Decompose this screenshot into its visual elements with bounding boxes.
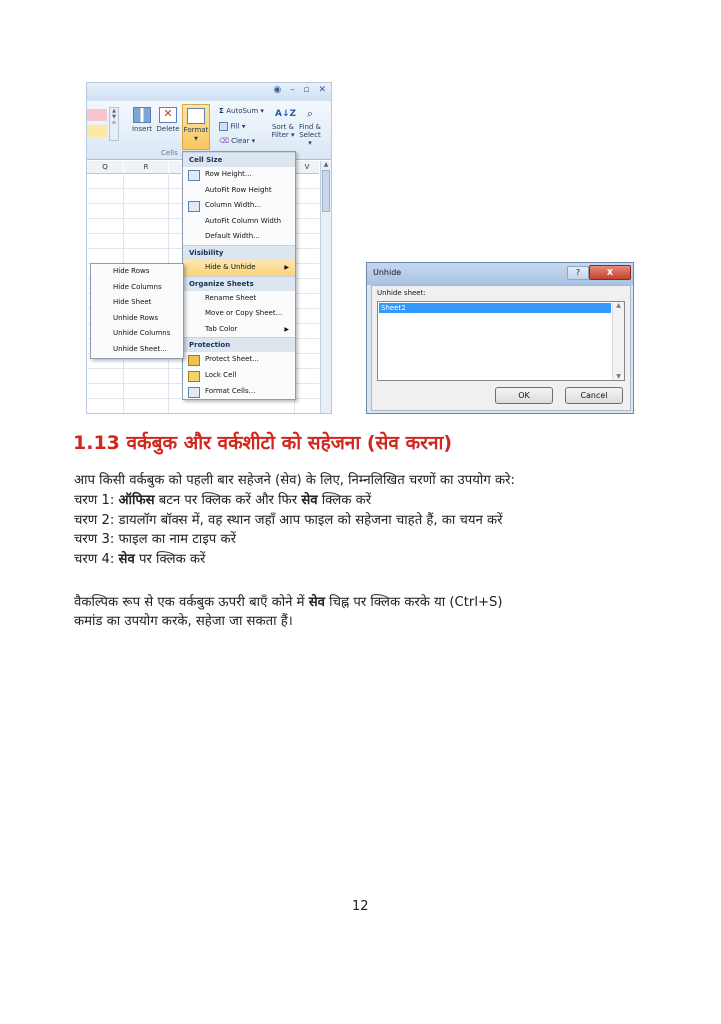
menu-item-unhide-sheet[interactable] [91,342,183,358]
excel-format-menu-screenshot [86,82,332,414]
column-header-s[interactable] [169,161,181,174]
insert-button[interactable] [131,107,153,133]
menu-item-label: Tab Color [205,324,238,333]
menu-item-label: Row Height... [205,170,252,178]
styles-scroll-icon: ▲ ▼ ≡ [109,107,119,141]
menu-item-label: Format Cells... [205,386,256,395]
menu-item-column-width[interactable] [183,198,295,214]
menu-item-protect-sheet[interactable] [183,352,295,368]
column-width-icon [188,201,200,212]
column-header-v[interactable] [295,161,319,174]
menu-item-move-copy-sheet[interactable] [183,306,295,322]
close-button[interactable] [589,265,631,280]
window-controls-icon: ◉ – ▫ ✕ [273,85,329,95]
insert-label: Insert [131,125,153,133]
menu-item-label: Unhide Sheet... [113,344,167,353]
submenu-arrow-icon: ▶ [284,325,289,333]
menu-item-label: Protect Sheet... [205,355,259,364]
delete-label: Delete [156,125,180,133]
alternative-paragraph-line-2: कमांड का उपयोग करके, सहेजा जा सकता हैं। [74,614,293,629]
step-4-suffix: पर क्लिक करें [134,552,206,567]
format-label: Format [183,126,209,134]
menu-item-hide-columns[interactable] [91,280,183,296]
sort-filter-label-2: Filter [271,131,289,139]
style-swatch-red [87,109,107,121]
menu-item-label: Unhide Columns [113,329,171,338]
sheet-list-item-selected[interactable]: Sheet2 [379,303,611,313]
column-label: Q [102,163,108,171]
fill-button[interactable]: Fill ▾ [219,122,245,131]
style-swatch-yellow [87,125,107,137]
scroll-up-icon[interactable]: ▲ [616,302,621,309]
menu-item-default-width[interactable] [183,229,295,245]
step-2: चरण 2: डायलॉग बॉक्स में, वह स्थान जहाँ आप फाइल को सहेजना चाहते हैं, का चयन करें [74,513,503,528]
scroll-thumb[interactable] [322,170,330,212]
menu-item-label: Hide Columns [113,282,162,291]
format-dropdown-icon: ▼ [194,136,198,142]
sort-filter-label-1: Sort & [271,123,295,131]
find-select-label-1: Find & [298,123,322,131]
format-icon [187,108,205,124]
step-1-suffix: क्लिक करें [317,493,372,508]
step-4-prefix: चरण 4: [74,552,119,567]
column-label: V [304,163,310,171]
step-1-middle: बटन पर क्लिक करें और फिर [154,493,302,508]
autosum-label: AutoSum [226,107,259,115]
menu-item-label: AutoFit Row Height [205,185,272,194]
binoculars-icon: ⌕ [306,107,314,120]
fill-label: Fill [230,122,240,131]
menu-section-protection: Protection [183,337,295,352]
column-label: R [143,163,149,171]
menu-item-autofit-row-height[interactable] [183,183,295,199]
menu-item-hide-rows[interactable] [91,264,183,280]
format-cells-icon [188,387,200,398]
step-3: चरण 3: फाइल का नाम टाइप करें [74,532,236,547]
insert-icon [133,107,151,123]
unhide-dialog [366,262,634,414]
find-select-button[interactable] [297,107,323,147]
menu-item-row-height[interactable] [183,167,295,183]
protect-sheet-icon [188,355,200,366]
unhide-sheet-label: Unhide sheet: [377,289,426,297]
row-height-icon [188,170,200,181]
eraser-icon: ⌫ [219,137,229,145]
menu-section-organize-sheets: Organize Sheets [183,276,295,291]
lock-icon [188,371,200,382]
menu-item-hide-sheet[interactable] [91,295,183,311]
section-heading: 1.13 वर्कबुक और वर्कशीटो को सहेजना (सेव करना) [73,432,453,454]
submenu-arrow-icon: ▶ [284,263,289,271]
menu-item-rename-sheet[interactable] [183,291,295,307]
page-number: 12 [352,899,369,914]
help-button[interactable] [567,266,589,280]
format-button[interactable] [182,104,210,150]
menu-item-label: Move or Copy Sheet... [205,309,283,318]
menu-item-label: Rename Sheet [205,293,257,302]
menu-item-label: Unhide Rows [113,313,159,322]
sheet-list[interactable] [377,301,625,381]
alternative-paragraph-line-1 [74,593,503,613]
menu-item-label: Hide Sheet [113,298,152,307]
sort-filter-button[interactable] [270,107,296,139]
menu-item-label: Lock Cell [205,370,237,379]
menu-item-label: Hide & Unhide [205,262,256,271]
scroll-up-icon[interactable]: ▲ [323,161,329,168]
step-4 [74,550,205,570]
step-1 [74,491,371,511]
find-select-label-2: Select [299,131,321,139]
menu-item-label: Column Width... [205,201,262,210]
step-1-prefix: चरण 1: [74,493,119,508]
hide-unhide-submenu [90,263,184,359]
cells-group-label: Cells [161,149,178,157]
clear-label: Clear [231,137,250,145]
format-dropdown-menu [182,151,296,400]
scroll-down-icon[interactable]: ▼ [616,373,621,380]
menu-item-unhide-columns[interactable] [91,326,183,342]
find-select-dropdown-icon: ▾ [308,139,312,147]
menu-item-format-cells[interactable] [183,384,295,400]
cancel-button[interactable]: Cancel [565,387,623,404]
menu-section-cell-size: Cell Size [183,152,295,167]
step-1-office: ऑफिस [118,493,155,508]
vertical-scrollbar[interactable] [320,161,331,414]
menu-item-tab-color[interactable] [183,322,295,338]
step-1-save: सेव [301,493,318,508]
step-4-save: सेव [118,552,135,567]
menu-item-hide-unhide[interactable] [183,260,295,276]
menu-item-lock-cell[interactable] [183,368,295,384]
alt-part-c: चिह्न पर क्लिक करके या (Ctrl+S) [324,595,503,610]
menu-item-autofit-column-width[interactable] [183,214,295,230]
alt-part-a: वैकल्पिक रूप से एक वर्कबुक ऊपरी बाएँ कोने में [74,595,309,610]
intro-paragraph: आप किसी वर्कबुक को पहली बार सहेजने (सेव) के लिए, निम्नलिखित चरणों का उपयोग करे: [74,473,515,488]
clear-button[interactable]: ⌫ Clear ▾ [219,137,256,145]
dialog-title: Unhide [373,268,402,277]
menu-item-label: Default Width... [205,232,260,241]
menu-item-label: AutoFit Column Width [205,216,282,225]
column-header-q[interactable] [87,161,123,174]
sort-az-icon: A↓Z [275,109,297,119]
excel-title-bar [87,83,332,101]
menu-section-visibility: Visibility [183,245,295,260]
close-icon: X [606,268,614,277]
alt-save: सेव [308,595,325,610]
help-icon: ? [575,268,581,277]
delete-icon: ✕ [159,107,177,123]
fill-icon [219,122,228,131]
menu-item-unhide-rows[interactable] [91,311,183,327]
delete-button[interactable] [156,107,180,133]
menu-item-label: Hide Rows [113,267,150,275]
dialog-title-bar [367,263,633,285]
autosum-icon: Σ [219,107,227,115]
ok-button[interactable]: OK [495,387,553,404]
column-header-r[interactable] [124,161,168,174]
sort-filter-dropdown-icon: ▾ [288,131,295,139]
sheet-list-scrollbar[interactable] [612,302,624,380]
autosum-button[interactable]: Σ AutoSum ▾ [219,107,264,115]
